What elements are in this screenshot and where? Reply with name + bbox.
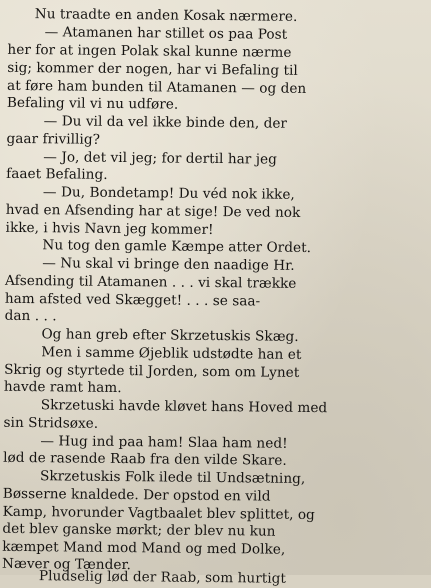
text-line: sin Stridsøxe. xyxy=(3,414,99,432)
text-line: Kamp, hvorunder Vagtbaalet blev splittet, og xyxy=(2,503,315,524)
text-line: havde ramt ham. xyxy=(3,378,122,397)
text-line: Næver og Tænder. xyxy=(2,555,132,574)
text-line: her for at ingen Polak skal kunne nærme xyxy=(7,41,292,61)
text-line: gaar frivillig? xyxy=(6,130,101,148)
text-line: det blev ganske mørkt; der blev nu kun xyxy=(2,520,276,540)
text-line: — Du vil da vel ikke binde den, der xyxy=(43,113,288,132)
text-line: Skrig og styrtede til Jorden, som om Lynet xyxy=(4,361,300,381)
text-line: Nu traadte en anden Kosak nærmere. xyxy=(34,6,298,25)
text-line: ikke, i hvis Navn jeg kommer! xyxy=(5,219,214,238)
text-line: Skrzetuskis Folk ilede til Undsætning, xyxy=(39,468,306,487)
text-line: Nu tog den gamle Kæmpe atter Ordet. xyxy=(42,237,312,257)
text-line: — Atamanen har stillet os paa Post xyxy=(44,24,288,43)
text-line: Og han greb efter Skrzetuskis Skæg. xyxy=(41,326,299,345)
text-line: ham afsted ved Skægget! . . . se saa- xyxy=(4,290,261,310)
text-line: — Hug ind paa ham! Slaa ham ned! xyxy=(40,433,288,452)
text-line: Men i samme Øjeblik udstødte han et xyxy=(41,344,302,363)
text-line: Afsending til Atamanen . . . vi skal trække xyxy=(4,272,297,292)
text-line: sig; kommer der nogen, har vi Befaling til xyxy=(7,59,298,79)
text-line: Skrzetuski havde kløvet hans Hoved med xyxy=(40,397,328,417)
text-line: — Jo, det vil jeg; for dertil har jeg xyxy=(43,149,277,168)
text-line: kæmpet Mand mod Mand og med Dolke, xyxy=(2,538,286,558)
text-line: — Du, Bondetamp! Du véd nok ikke, xyxy=(42,184,295,203)
text-line: faaet Befaling. xyxy=(6,165,108,183)
text-line: Bøsserne knaldede. Der opstod en vild xyxy=(2,485,271,505)
text-line: lød de rasende Raab fra den vilde Skare. xyxy=(3,449,287,469)
text-line: Befaling vil vi nu udføre. xyxy=(6,94,179,113)
text-line: dan . . . xyxy=(4,307,57,325)
text-line: hvad en Afsending har at sige! De ved nok xyxy=(5,201,301,221)
text-line: at føre ham bunden til Atamanen — og den xyxy=(7,77,307,97)
text-line: Pludselig lød der Raab, som hurtigt xyxy=(38,568,287,587)
text-line: — Nu skal vi bringe den naadige Hr. xyxy=(42,255,295,274)
